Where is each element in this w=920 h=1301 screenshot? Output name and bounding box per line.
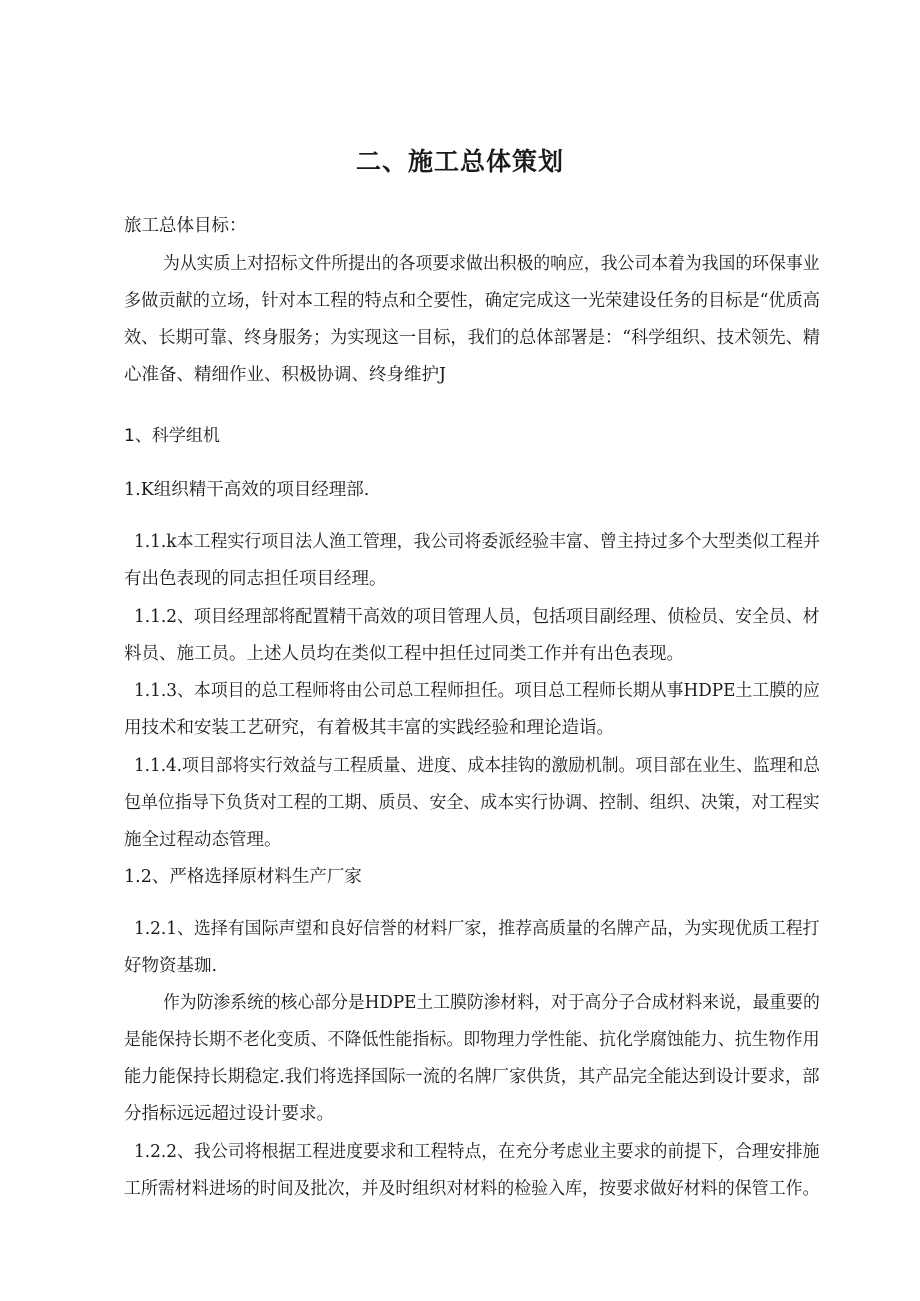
list-item: 1.1.k本工程实行项目法人渔工管理，我公司将委派经验丰富、曾主持过多个大型类似工程并 [134, 532, 821, 552]
list-item: 1.1.4.项目部将实行效益与工程质量、进度、成本挂钩的激励机制。项目部在业生、监理和总 [134, 756, 821, 776]
list-item: 1.2.2、我公司将根据工程进度要求和工程特点，在充分考虑业主要求的前提下，合理安排施 [134, 1142, 820, 1162]
paragraph-line: 作为防渗系统的核心部分是HDPE土工膜防渗材料，对于高分子合成材料来说，最重要的 [163, 993, 820, 1013]
subsection-heading: 1.2、严格选择原材料生产厂家 [124, 867, 362, 887]
list-item: 1.2.1、选择有国际声望和良好信誉的材料厂家，推荐高质量的名牌产品，为实现优质工程打 [134, 919, 820, 939]
list-item-continuation: 施全过程动态管理。 [124, 830, 282, 850]
section-label: 旅工总体目标： [124, 216, 247, 236]
paragraph-line: 能力能保持长期稳定.我们将选择国际一流的名牌厂家供货，其产品完全能达到设计要求，部 [124, 1067, 820, 1087]
list-item-continuation: 有出色表现的同志担任项目经理。 [124, 569, 387, 589]
list-item-continuation: 包单位指导下负货对工程的工期、质员、安全、成本实行协调、控制、组织、决策，对工程实 [124, 793, 820, 813]
list-item: 1.1.2、项目经理部将配置精干高效的项目管理人员，包括项目副经理、侦检员、安全员、材 [134, 607, 820, 627]
list-item-continuation: 料员、施工员。上述人员均在类似工程中担任过同类工作并有出色表现。 [124, 644, 684, 664]
list-item: 1.1.3、本项目的总工程师将由公司总工程师担任。项目总工程师长期从事HDPE土工膜的应 [134, 681, 820, 701]
intro-line: 效、长期可靠、终身服务；为实现这一目标，我们的总体部署是：“科学组织、技术领先、精 [124, 328, 820, 348]
subsection-heading: 1.K组织精干高效的项目经理部. [124, 480, 370, 500]
intro-line: 多做贡献的立场，针对本工程的特点和仝要性，确定完成这一光荣建设任务的目标是“优质高 [124, 291, 820, 311]
intro-line: 为从实质上对招标文件所提出的各项要求做出积极的响应，我公司本着为我国的环保事业 [163, 254, 820, 274]
paragraph-line: 分指标远远超过设计要求。 [124, 1104, 334, 1124]
list-item-continuation: 用技术和安装工艺研究，有着极其丰富的实践经验和理论造诣。 [124, 718, 614, 738]
intro-line: 心准备、精细作业、积极协调、终身维护J [124, 365, 447, 385]
page-title: 二、施工总体策划 [355, 147, 564, 176]
paragraph-line: 是能保持长期不老化变质、不降低性能指标。即物理力学性能、抗化学腐蚀能力、抗生物作用 [124, 1030, 820, 1050]
list-item-continuation: 工所需材料进场的时间及批次，并及时组织对材料的检验入库，按要求做好材料的保管工作。 [124, 1179, 820, 1199]
section-heading: 1、科学组机 [124, 426, 220, 446]
list-item-continuation: 好物资基珈. [124, 956, 218, 976]
